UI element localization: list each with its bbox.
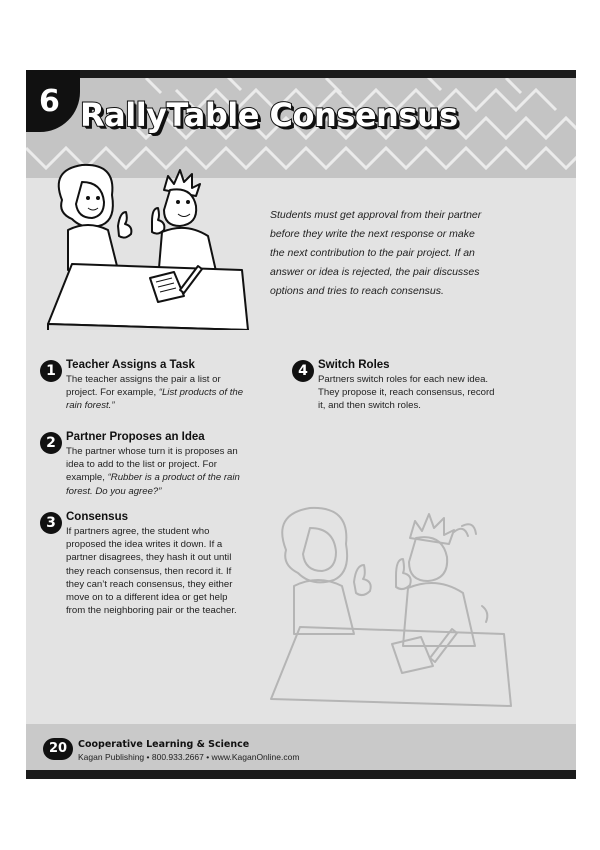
step-title: Consensus (66, 511, 128, 523)
faded-students-illustration (264, 502, 514, 707)
header-top-band (26, 70, 576, 78)
step-text: If partners agree, the student who proposed the idea writes it down. If a partner disagrees, they hash it out until they reach consensus, then record it. If they can’t reach consensus, they either move on to a different idea or get help from the neighboring pair or the teacher. (66, 526, 237, 617)
page-title: RallyTable Consensus (80, 96, 458, 134)
step-1 (40, 358, 245, 413)
step-text: The teacher assigns the pair a list or project. For example, “List products of the rain forest.” (66, 374, 244, 412)
step-number-badge: 3 (40, 512, 62, 534)
students-at-table-illustration (42, 160, 252, 330)
step-example: “List products of the rain forest.” (66, 387, 244, 412)
step-example: “Rubber is a product of the rain forest. Do you agree?” (66, 472, 240, 497)
step-number-badge: 2 (40, 432, 62, 454)
page-number: 20 (43, 738, 73, 760)
step-title: Teacher Assigns a Task (66, 359, 195, 371)
step-4 (292, 358, 497, 413)
step-text: Partners switch roles for each new idea. They propose it, reach consensus, record it, and then switch roles. (318, 374, 495, 412)
step-title: Switch Roles (318, 359, 390, 371)
book-title: Cooperative Learning & Science (78, 739, 250, 750)
step-3 (40, 510, 245, 617)
worksheet-page (26, 70, 576, 779)
step-number-badge: 1 (40, 360, 62, 382)
step-text: The partner whose turn it is proposes an idea to add to the list or project. For example, “Rubber is a product of the rain forest. Do you agree?” (66, 446, 240, 497)
step-number-badge: 4 (292, 360, 314, 382)
step-2 (40, 430, 245, 498)
intro-description: Students must get approval from their partner before they write the next response or make the next contribution to the pair project. If an answer or idea is rejected, the pair discusses options and tries to reach consensus. (270, 209, 482, 297)
step-title: Partner Proposes an Idea (66, 431, 205, 443)
publisher-contact: Kagan Publishing • 800.933.2667 • www.KaganOnline.com (78, 752, 300, 762)
chapter-number: 6 (39, 84, 60, 119)
footer-bottom-band (26, 770, 576, 779)
page-footer (26, 724, 576, 779)
